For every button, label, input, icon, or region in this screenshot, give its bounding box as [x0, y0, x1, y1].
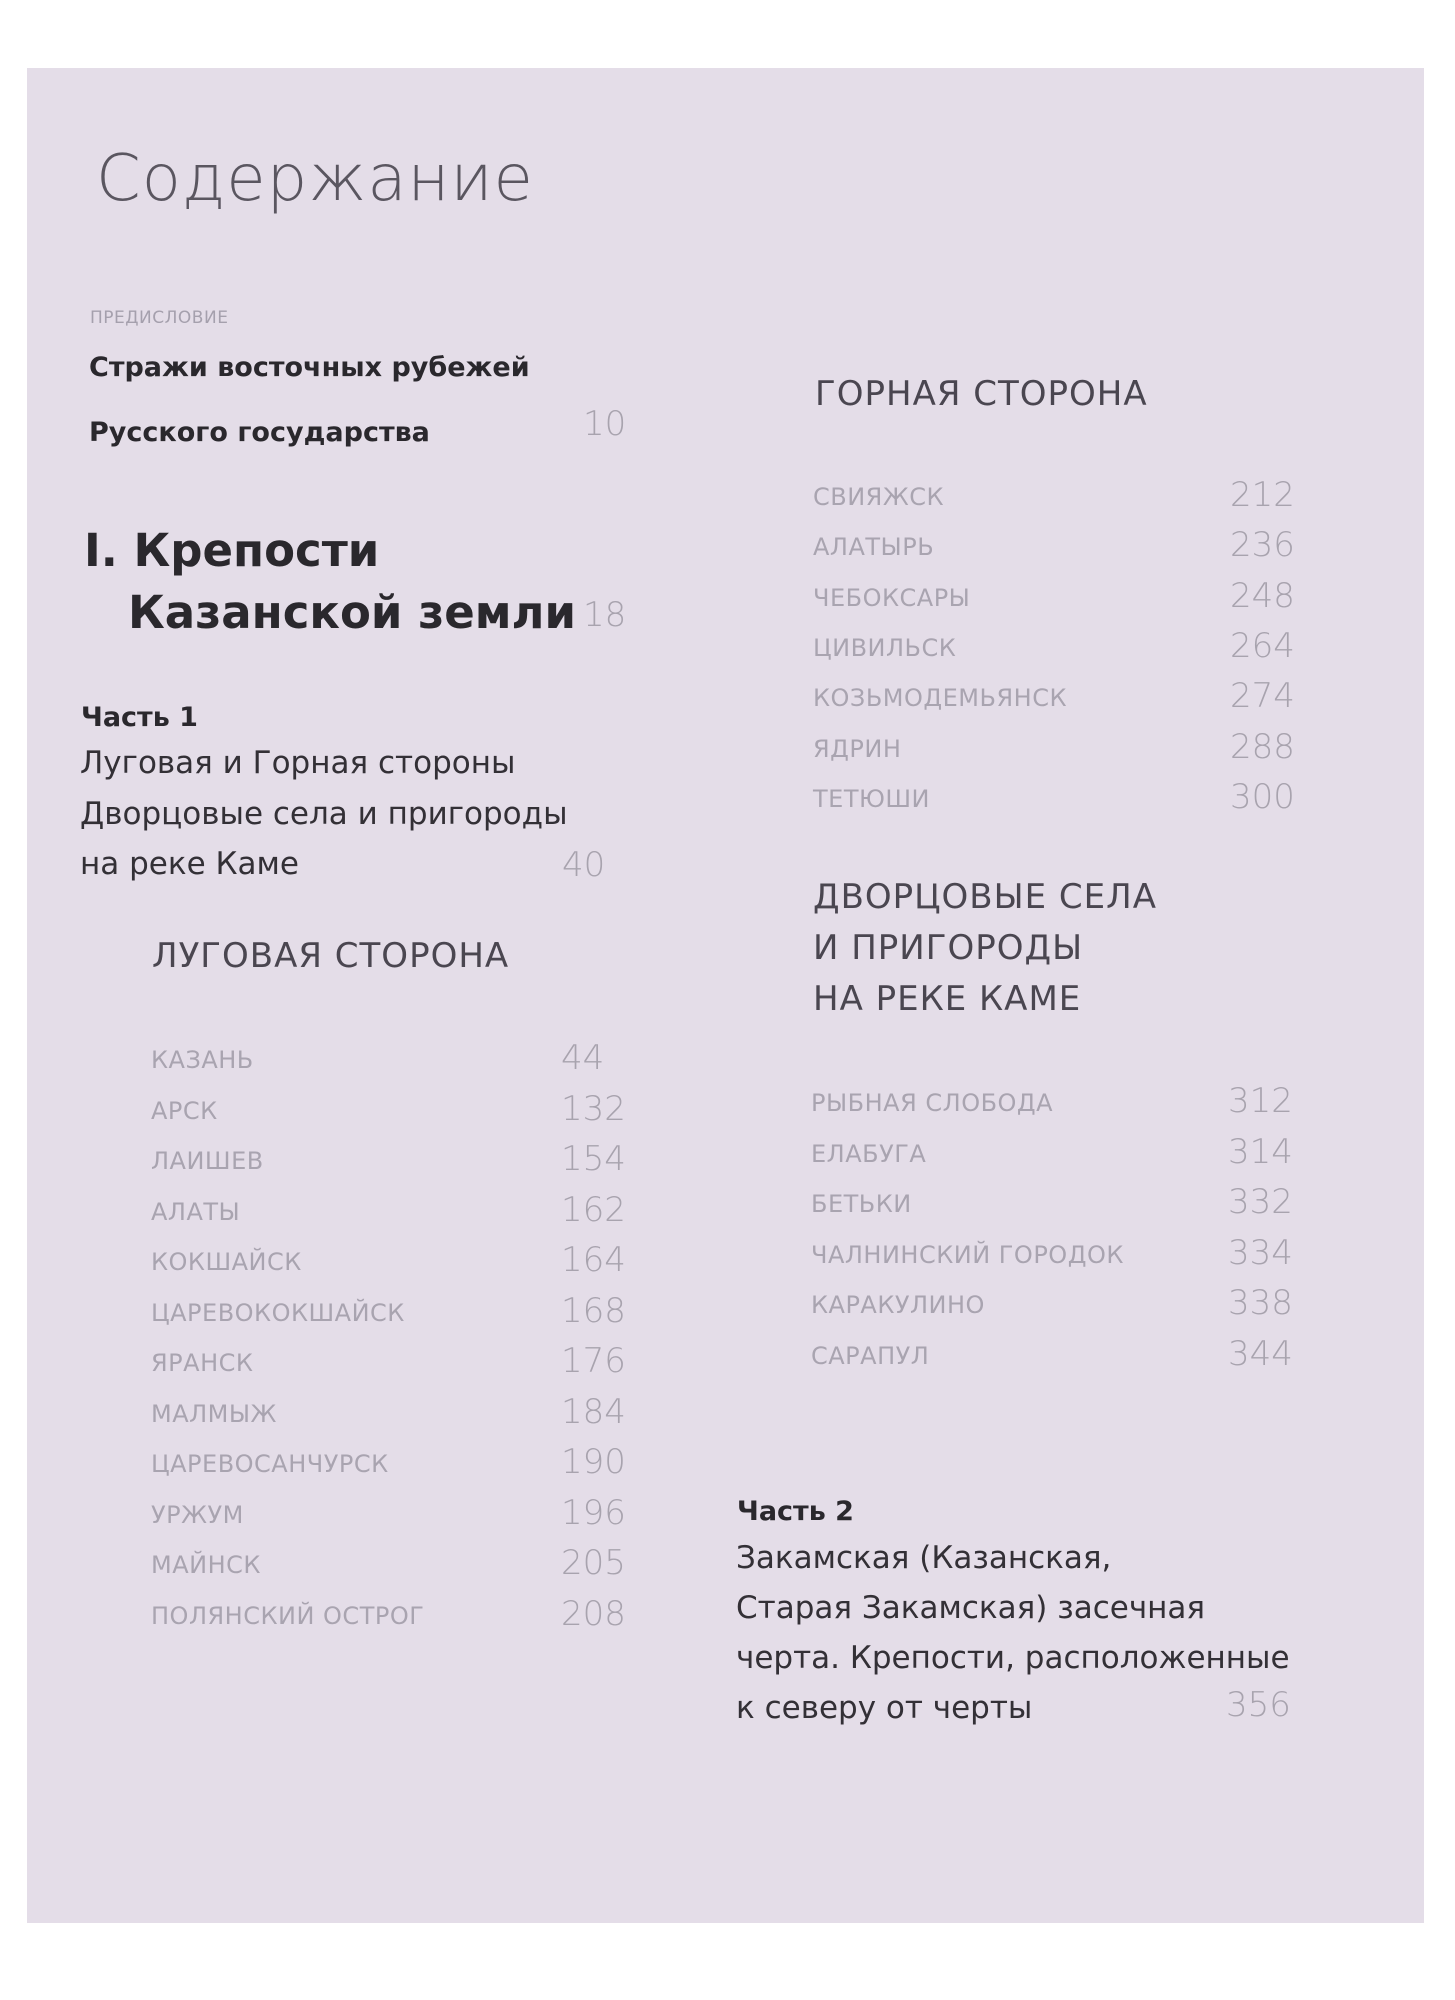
part1-line1: Луговая и Горная стороны [80, 745, 516, 781]
toc-entry-page: 344 [1228, 1334, 1293, 1374]
part2-label: Часть 2 [737, 1496, 854, 1527]
toc-entry-name: КОКШАЙСК [151, 1248, 302, 1276]
part2-line4: к северу от черты [736, 1690, 1033, 1726]
toc-entry-page: 264 [1230, 625, 1295, 666]
toc-entry-page: 338 [1228, 1283, 1293, 1324]
toc-entry-page: 196 [561, 1492, 626, 1533]
toc-entry-name: УРЖУМ [151, 1500, 244, 1529]
toc-entry-page: 288 [1230, 726, 1295, 767]
toc-entry-page: 176 [561, 1341, 626, 1381]
part1-line3: на реке Каме [80, 846, 299, 882]
toc-entry-page: 300 [1230, 776, 1295, 817]
dvortsovye-heading-line2: И ПРИГОРОДЫ [813, 928, 1084, 968]
toc-entry-name: ЦИВИЛЬСК [813, 633, 957, 662]
gornaya-heading: ГОРНАЯ СТОРОНА [815, 374, 1148, 414]
toc-entry-page: 205 [561, 1543, 626, 1583]
toc-entry-page: 162 [561, 1189, 626, 1230]
toc-entry-page: 154 [561, 1139, 626, 1179]
toc-entry-page: 236 [1230, 525, 1295, 566]
part2-line3: черта. Крепости, расположенные [736, 1640, 1290, 1676]
part1-label: Часть 1 [81, 702, 198, 733]
preface-title-line1: Стражи восточных рубежей [89, 352, 530, 383]
toc-entry-name: МАЙНСК [151, 1551, 261, 1579]
toc-entry-page: 334 [1228, 1232, 1293, 1273]
toc-entry-name: СВИЯЖСК [813, 483, 944, 511]
toc-entry-page: 208 [561, 1593, 626, 1634]
toc-entry-page: 212 [1230, 475, 1295, 515]
toc-entry-name: МАЛМЫЖ [151, 1399, 277, 1428]
toc-entry-name: ЛАИШЕВ [151, 1147, 264, 1175]
toc-entry-name: КОЗЬМОДЕМЬЯНСК [813, 684, 1067, 713]
toc-entry-name: ЯДРИН [813, 734, 902, 763]
toc-entry-page: 184 [561, 1391, 626, 1432]
toc-entry-name: КАРАКУЛИНО [811, 1291, 985, 1320]
toc-entry-name: ЕЛАБУГА [811, 1139, 927, 1168]
chapter-title-line1: I. Крепости [84, 524, 380, 577]
dvortsovye-heading-line1: ДВОРЦОВЫЕ СЕЛА [813, 877, 1157, 917]
toc-entry-name: ЧАЛНИНСКИЙ ГОРОДОК [811, 1240, 1124, 1269]
toc-entry-name: АРСК [151, 1096, 218, 1125]
preface-tag: ПРЕДИСЛОВИЕ [90, 308, 229, 328]
toc-entry-name: ЯРАНСК [151, 1349, 254, 1377]
dvortsovye-heading-line3: НА РЕКЕ КАМЕ [813, 979, 1082, 1019]
toc-entry-page: 332 [1228, 1182, 1293, 1223]
preface-title-line2: Русского государства [89, 417, 430, 448]
toc-entry-page: 164 [561, 1240, 626, 1280]
chapter-title-line2: Казанской земли [128, 586, 577, 639]
toc-entry-name: БЕТЬКИ [811, 1190, 912, 1219]
toc-entry-page: 168 [561, 1290, 626, 1331]
toc-entry-page: 44 [561, 1038, 605, 1078]
toc-entry-name: ТЕТЮШИ [813, 784, 931, 813]
lugovaya-heading: ЛУГОВАЯ СТОРОНА [152, 936, 510, 976]
toc-entry-name: САРАПУЛ [811, 1342, 930, 1370]
toc-entry-name: АЛАТЫРЬ [813, 533, 935, 562]
part1-page: 40 [562, 845, 606, 885]
toc-entry-name: ПОЛЯНСКИЙ ОСТРОГ [151, 1601, 425, 1630]
toc-entry-name: ЦАРЕВОСАНЧУРСК [151, 1450, 389, 1478]
part2-line2: Старая Закамская) засечная [736, 1590, 1206, 1626]
preface-page: 10 [583, 404, 627, 444]
chapter-page: 18 [583, 595, 627, 635]
toc-entry-page: 248 [1230, 575, 1295, 616]
toc-entry-name: АЛАТЫ [151, 1197, 241, 1226]
toc-entry-page: 132 [561, 1088, 626, 1129]
toc-entry-name: ЦАРЕВОКОКШАЙСК [151, 1298, 405, 1327]
part2-page: 356 [1226, 1685, 1291, 1725]
toc-entry-page: 312 [1228, 1081, 1293, 1121]
toc-entry-page: 274 [1230, 676, 1295, 717]
toc-entry-page: 190 [561, 1442, 626, 1482]
toc-entry-name: КАЗАНЬ [151, 1046, 254, 1074]
toc-entry-name: ЧЕБОКСАРЫ [813, 583, 971, 612]
page-title: Содержание [96, 142, 534, 216]
part2-line1: Закамская (Казанская, [736, 1540, 1112, 1576]
toc-entry-name: РЫБНАЯ СЛОБОДА [811, 1089, 1054, 1117]
toc-entry-page: 314 [1228, 1131, 1293, 1172]
part1-line2: Дворцовые села и пригороды [80, 796, 568, 832]
